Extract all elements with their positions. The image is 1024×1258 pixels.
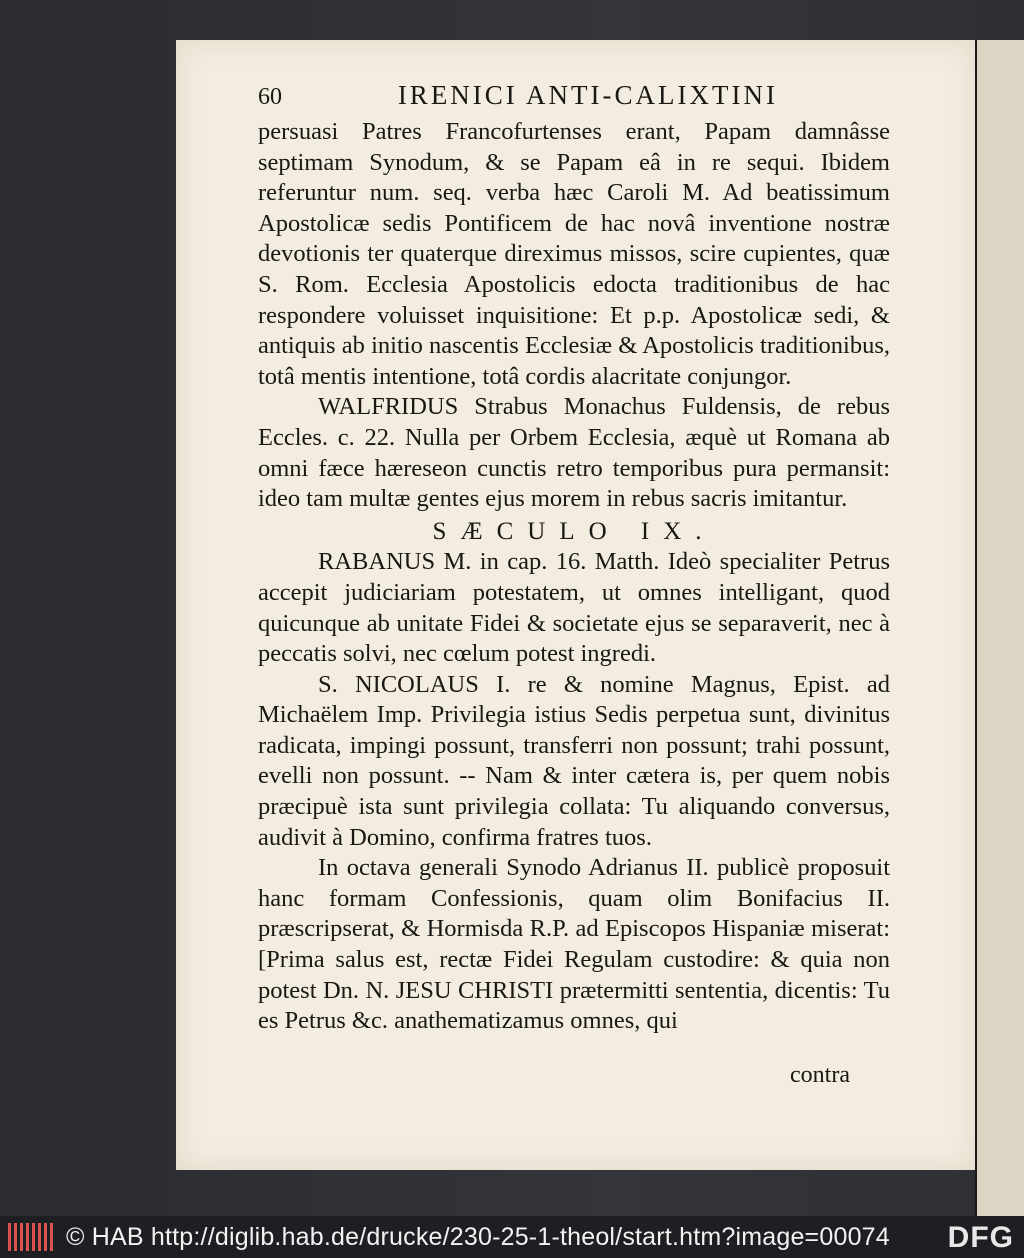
footer-bar [0, 1216, 1024, 1258]
paragraph: persuasi Patres Francofurtenses erant, Papam damnâsse septimam Synodum, & se Papam eâ in re sequi. Ibidem referuntur num. seq. verba hæc Caroli M. Ad beatissimum Apostolicæ sedis Pontificem de hac novâ inventione nostræ devotionis ter quaterque direximus missos, scire cupientes, quæ S. Rom. Ecclesia Apostolicis edocta traditionibus de hac respondere voluisset inquisitione: Et p.p. Apostolicæ sedi, & antiquis ab initio nascentis Ecclesiæ & Apostolicis traditionibus, totâ mentis intentione, totâ cordis alacritate conjungor. [258, 118, 890, 390]
paragraph: S. NICOLAUS I. re & nomine Magnus, Epist. ad Michaëlem Imp. Privilegia istius Sedis perpetua sunt, divinitus radicata, impingi possunt, transferri non possunt; trahi possunt, evelli non possunt. -- Nam & inter cætera is, per quem nobis præcipuè ista sunt privilegia collata: Tu aliquando conversus, audivit à Domino, confirma fratres tuos. [258, 670, 890, 851]
catchword: contra [790, 1062, 850, 1088]
page-header [258, 80, 778, 111]
barcode-icon [8, 1223, 54, 1251]
page-number: 60 [258, 84, 282, 110]
adjacent-page-edge [975, 40, 1024, 1216]
section-heading: SÆCULO IX. [432, 517, 716, 545]
paragraph: RABANUS M. in cap. 16. Matth. Ideò specialiter Petrus accepit judiciariam potestatem, ut omnes intelligant, quod quicunque ab unitate Fidei & societate ejus se separaverit, nec à peccatis solvi, nec cœlum potest ingredi. [258, 548, 890, 668]
body-text [258, 117, 890, 1037]
running-title: IRENICI ANTI-CALIXTINI [397, 80, 778, 110]
paragraph: WALFRIDUS Strabus Monachus Fuldensis, de rebus Eccles. c. 22. Nulla per Orbem Ecclesia, æquè ut Romana ab omni fæce hæreseon cunctis retro temporibus pura permansit: ideo tam multæ gentes ejus morem in rebus sacris imitantur. [258, 393, 890, 513]
paragraph: In octava generali Synodo Adrianus II. publicè proposuit hanc formam Confessionis, quam olim Bonifacius II. præscripserat, & Hormisda R.P. ad Episcopos Hispaniæ miserat: [Prima salus est, rectæ Fidei Regulam custodire: & quia non potest Dn. N. JESU CHRISTI prætermitti sententia, dicentis: Tu es Petrus &c. anathematizamus omnes, qui [258, 854, 890, 1035]
source-citation[interactable]: © HAB http://diglib.hab.de/drucke/230-25-1-theol/start.htm?image=00074 [66, 1222, 890, 1251]
dfg-logo: DFG [947, 1221, 1014, 1254]
